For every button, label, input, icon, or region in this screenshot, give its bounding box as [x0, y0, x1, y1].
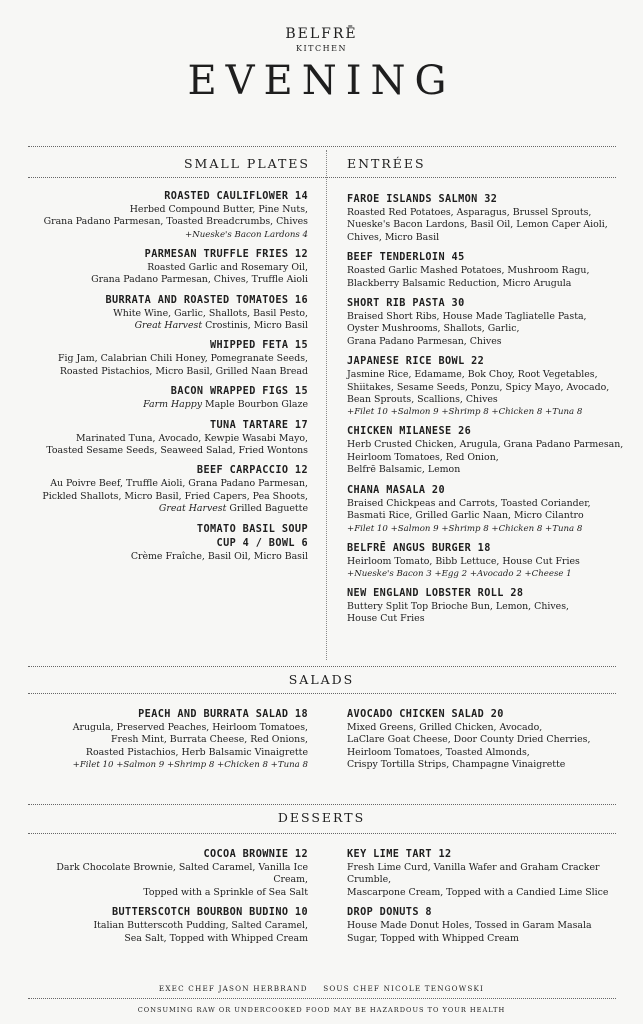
menu-item: [30, 419, 308, 458]
item-description: Topped with a Sprinkle of Sea Salt: [143, 886, 308, 898]
item-description: Nueske's Bacon Lardons, Basil Oil, Lemon Caper Aioli,: [347, 219, 608, 231]
item-name: TUNA TARTARE 17: [209, 419, 308, 431]
column-divider: [326, 150, 327, 660]
item-description-text: Maple Bourbon Glaze: [202, 399, 308, 411]
item-name: PARMESAN TRUFFLE FRIES 12: [144, 248, 308, 260]
menu-item: [347, 848, 627, 899]
item-addons: +Nueske's Bacon Lardons 4: [185, 229, 308, 240]
item-name: BEEF CARPACCIO 12: [196, 465, 308, 477]
item-description: Roasted Pistachios, Herb Balsamic Vinaigrette: [85, 746, 308, 758]
salads-left-list: [30, 708, 308, 778]
item-name: AVOCADO CHICKEN SALAD 20: [347, 709, 504, 720]
item-description: Roasted Garlic and Rosemary Oil,: [147, 261, 308, 273]
item-description: Sea Salt, Topped with Whipped Cream: [124, 932, 308, 944]
menu-item: [30, 906, 308, 945]
entrees-list: [347, 193, 627, 633]
divider: [28, 177, 616, 178]
menu-item: [30, 708, 308, 771]
menu-item: [347, 425, 627, 476]
item-description: Crème Fraîche, Basil Oil, Micro Basil: [130, 550, 308, 562]
item-description: Buttery Split Top Brioche Bun, Lemon, Chives,: [347, 600, 569, 612]
menu-item: [30, 385, 308, 411]
item-description: [30, 503, 308, 515]
item-description: Roasted Garlic Mashed Potatoes, Mushroom Ragu,: [347, 265, 590, 277]
item-description: Braised Short Ribs, House Made Tagliatelle Pasta,: [347, 311, 587, 323]
section-salads: SALADS: [288, 672, 355, 687]
divider: [28, 146, 616, 147]
menu-title: EVENING: [187, 58, 456, 104]
item-description: Bean Sprouts, Scallions, Chives: [347, 394, 498, 406]
menu-item: [347, 708, 627, 772]
brand-subtitle: KITCHEN: [296, 44, 347, 53]
section-small-plates: SMALL PLATES: [183, 156, 310, 171]
item-brand-name: Great Harvest: [134, 320, 203, 332]
item-name: DROP DONUTS 8: [347, 907, 432, 919]
item-name: BURRATA AND ROASTED TOMATOES 16: [105, 294, 308, 306]
item-description-text: Crostinis, Micro Basil: [202, 320, 308, 332]
menu-item: [30, 339, 308, 378]
section-entrees: ENTRÉES: [347, 156, 426, 171]
menu-item: [30, 523, 308, 563]
desserts-left-list: [30, 848, 308, 952]
menu-item: [347, 251, 627, 290]
item-description: Shiitakes, Sesame Seeds, Ponzu, Spicy Mayo, Avocado,: [347, 381, 610, 393]
item-description: Roasted Pistachios, Micro Basil, Grilled Naan Bread: [59, 365, 308, 377]
item-description: Grana Padano Parmesan, Chives: [347, 335, 502, 347]
item-description: Au Poivre Beef, Truffle Aioli, Grana Padano Parmesan,: [50, 478, 308, 490]
item-brand-name: Great Harvest: [158, 503, 227, 515]
menu-item: [347, 355, 627, 418]
section-desserts: DESSERTS: [277, 810, 366, 825]
item-addons: +Filet 10 +Salmon 9 +Shrimp 8 +Chicken 8 +Tuna 8: [347, 523, 583, 534]
menu-item: [347, 587, 627, 626]
menu-item: [30, 248, 308, 287]
divider: [28, 666, 616, 667]
item-description: Jasmine Rice, Edamame, Bok Choy, Root Vegetables,: [347, 369, 598, 381]
item-description: Fresh Lime Curd, Vanilla Wafer and Graham Cracker Crumble,: [347, 862, 600, 886]
item-name: BELFRĒ ANGUS BURGER 18: [347, 542, 491, 554]
salads-right-list: [347, 708, 627, 779]
item-addons: +Filet 10 +Salmon 9 +Shrimp 8 +Chicken 8 +Tuna 8: [347, 407, 583, 418]
item-name: ROASTED CAULIFLOWER 14: [164, 191, 308, 202]
desserts-right-list: [347, 848, 627, 952]
item-addons: +Filet 10 +Salmon 9 +Shrimp 8 +Chicken 8 +Tuna 8: [72, 760, 308, 771]
item-addons: +Nueske's Bacon 3 +Egg 2 +Avocado 2 +Cheese 1: [347, 568, 572, 579]
sous-chef: SOUS CHEF NICOLE TENGOWSKI: [323, 984, 485, 993]
item-description: Chives, Micro Basil: [347, 231, 440, 243]
item-name: COCOA BROWNIE 12: [203, 849, 308, 860]
item-description: Pickled Shallots, Micro Basil, Fried Capers, Pea Shoots,: [42, 490, 308, 502]
divider: [28, 998, 616, 999]
item-name: BEEF TENDERLOIN 45: [347, 252, 465, 264]
item-description: Heirloom Tomato, Bibb Lettuce, House Cut Fries: [347, 555, 580, 567]
item-description: House Cut Fries: [347, 613, 425, 625]
item-name: BUTTERSCOTCH BOURBON BUDINO 10: [111, 907, 308, 919]
exec-chef: EXEC CHEF JASON HERBRAND: [158, 984, 308, 993]
item-description: Grana Padano Parmesan, Chives, Truffle Aioli: [91, 274, 308, 286]
item-name: WHIPPED FETA 15: [209, 340, 308, 352]
item-brand-name: Farm Happy: [143, 399, 203, 411]
item-name: KEY LIME TART 12: [347, 849, 452, 860]
item-description: Belfrē Balsamic, Lemon: [347, 464, 461, 476]
chef-credits: [0, 984, 643, 993]
item-description: Sugar, Topped with Whipped Cream: [347, 932, 519, 944]
item-description: Grana Padano Parmesan, Toasted Breadcrumbs, Chives: [43, 216, 308, 228]
item-name: CUP 4 / BOWL 6: [216, 537, 308, 549]
item-description: Blackberry Balsamic Reduction, Micro Arugula: [347, 277, 572, 289]
item-description: Arugula, Preserved Peaches, Heirloom Tomatoes,: [72, 722, 308, 733]
menu-item: [347, 193, 627, 244]
item-name: CHICKEN MILANESE 26: [347, 426, 472, 438]
divider: [28, 804, 616, 805]
small-plates-list: [30, 190, 308, 570]
item-description: Braised Chickpeas and Carrots, Toasted Coriander,: [347, 497, 591, 509]
item-name: NEW ENGLAND LOBSTER ROLL 28: [347, 587, 524, 599]
item-description: [30, 399, 308, 411]
item-description: Toasted Sesame Seeds, Seaweed Salad, Fried Wontons: [46, 445, 308, 457]
item-description: Roasted Red Potatoes, Asparagus, Brussel Sprouts,: [347, 207, 592, 218]
menu-item: [347, 297, 627, 348]
item-description-text: Grilled Baguette: [226, 503, 308, 515]
item-description: Mixed Greens, Grilled Chicken, Avocado,: [347, 722, 543, 733]
item-name: CHANA MASALA 20: [347, 484, 446, 496]
item-description: Marinated Tuna, Avocado, Kewpie Wasabi Mayo,: [76, 432, 308, 444]
item-description: Fresh Mint, Burrata Cheese, Red Onions,: [111, 734, 308, 746]
menu-item: [347, 906, 627, 945]
item-description: House Made Donut Holes, Tossed in Garam Masala: [347, 920, 592, 932]
item-description: Heirloom Tomatoes, Red Onion,: [347, 451, 499, 463]
item-description: Crispy Tortilla Strips, Champagne Vinaigrette: [347, 759, 566, 771]
item-description: Fig Jam, Calabrian Chili Honey, Pomegranate Seeds,: [57, 353, 308, 365]
item-description: Italian Butterscoth Pudding, Salted Caramel,: [93, 920, 308, 932]
item-description: White Wine, Garlic, Shallots, Basil Pesto,: [113, 307, 308, 319]
item-description: Dark Chocolate Brownie, Salted Caramel, Vanilla Ice Cream,: [56, 862, 308, 886]
divider: [28, 833, 616, 834]
item-description: Mascarpone Cream, Topped with a Candied Lime Slice: [347, 886, 609, 898]
menu-item: [30, 464, 308, 515]
menu-item: [347, 542, 627, 580]
item-name: PEACH AND BURRATA SALAD 18: [138, 709, 308, 720]
divider: [28, 693, 616, 694]
menu-item: [347, 484, 627, 535]
item-description: Oyster Mushrooms, Shallots, Garlic,: [347, 323, 520, 335]
item-name: FAROE ISLANDS SALMON 32: [347, 194, 498, 205]
menu-item: [30, 190, 308, 241]
item-description: Herbed Compound Butter, Pine Nuts,: [129, 204, 308, 215]
menu-item: [30, 848, 308, 899]
item-description: Herb Crusted Chicken, Arugula, Grana Padano Parmesan,: [347, 439, 624, 451]
health-warning: CONSUMING RAW OR UNDERCOOKED FOOD MAY BE HAZARDOUS TO YOUR HEALTH: [137, 1006, 506, 1014]
menu-item: [30, 294, 308, 333]
item-name: JAPANESE RICE BOWL 22: [347, 356, 485, 368]
item-description: Heirloom Tomatoes, Toasted Almonds,: [347, 746, 530, 758]
item-name: BACON WRAPPED FIGS 15: [170, 386, 308, 398]
item-name: TOMATO BASIL SOUP: [196, 523, 308, 535]
item-description: LaClare Goat Cheese, Door County Dried Cherries,: [347, 734, 591, 746]
item-name: SHORT RIB PASTA 30: [347, 298, 465, 310]
item-description: Basmati Rice, Grilled Garlic Naan, Micro Cilantro: [347, 510, 584, 522]
brand-name: BELFRĒ: [285, 26, 358, 42]
item-description: [30, 320, 308, 332]
